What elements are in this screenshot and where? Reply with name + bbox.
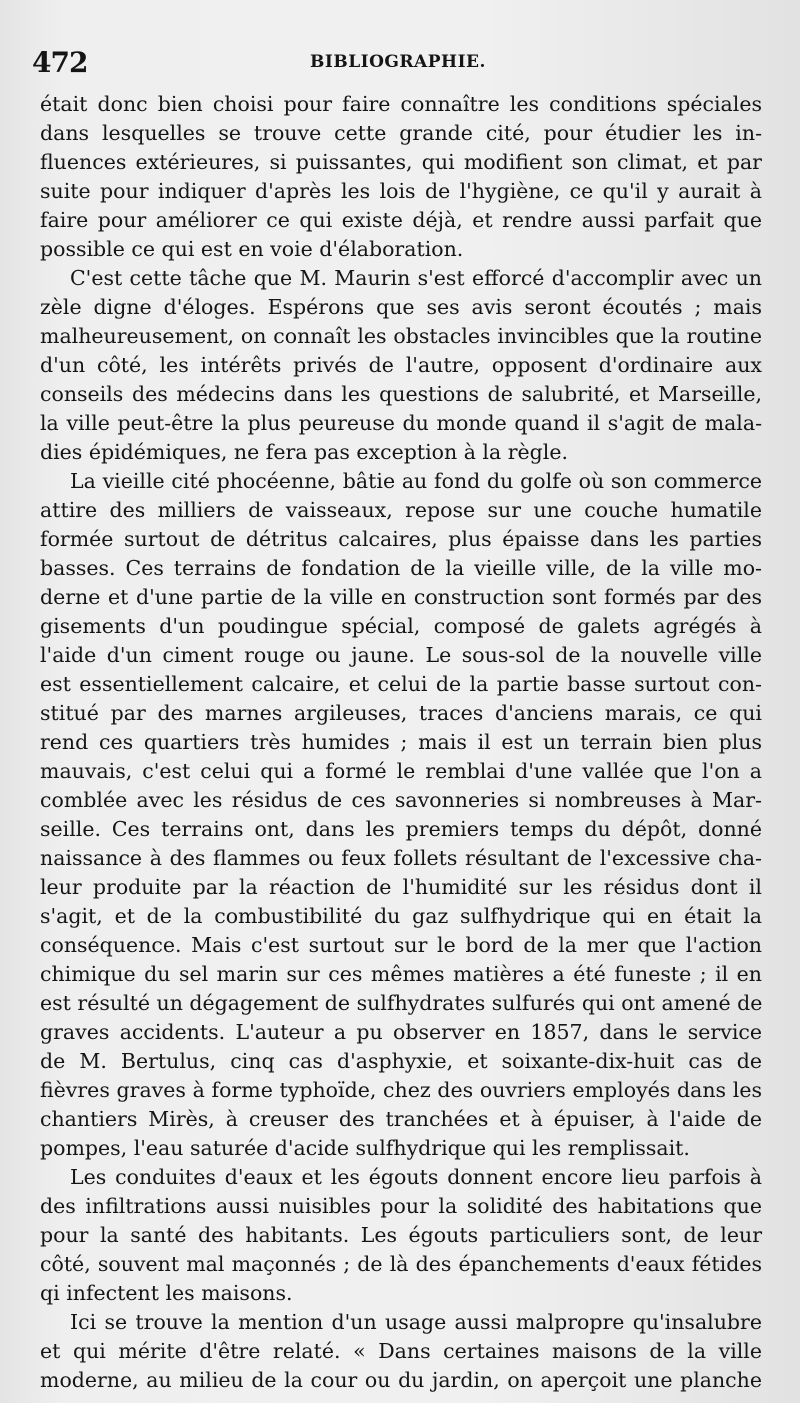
text-line: basses. Ces terrains de fondation de la vieille ville, de la ville mo- [40, 556, 762, 580]
text-line: conseils des médecins dans les questions de salubrité, et Marseille, [40, 382, 762, 406]
text-line: s'agit, et de la combustibilité du gaz sulfhydrique qui en était la [40, 904, 762, 928]
text-line: stitué par des marnes argileuses, traces d'anciens marais, ce qui [40, 701, 762, 725]
text-line: malheureusement, on connaît les obstacles invincibles que la routine [40, 324, 762, 348]
text-line: mauvais, c'est celui qui a formé le remblai d'une vallée que l'on a [40, 759, 762, 783]
text-line: des infiltrations aussi nuisibles pour la solidité des habitations que [40, 1194, 762, 1218]
text-line: et qui mérite d'être relaté. « Dans certaines maisons de la ville [40, 1339, 762, 1363]
text-line: faire pour améliorer ce qui existe déjà, et rendre aussi parfait que [40, 208, 762, 232]
text-line: pompes, l'eau saturée d'acide sulfhydrique qui les remplissait. [40, 1136, 690, 1160]
text-line: côté, souvent mal maçonnés ; de là des épanchements d'eaux fétides [40, 1252, 762, 1276]
text-line: suite pour indiquer d'après les lois de l'hygiène, ce qu'il y aurait à [40, 179, 762, 203]
running-head: BIBLIOGRAPHIE. [310, 52, 486, 72]
text-line: de M. Bertulus, cinq cas d'asphyxie, et soixante-dix-huit cas de [40, 1049, 762, 1073]
text-line: est résulté un dégagement de sulfhydrates sulfurés qui ont amené de [40, 991, 763, 1015]
text-line: moderne, au milieu de la cour ou du jardin, on aperçoit une planche [40, 1368, 762, 1392]
text-line: possible ce qui est en voie d'élaboration. [40, 237, 464, 261]
text-line: zèle digne d'éloges. Espérons que ses avis seront écoutés ; mais [40, 295, 762, 319]
text-line: Les conduites d'eaux et les égouts donnent encore lieu parfois à [70, 1165, 762, 1189]
text-line: attire des milliers de vaisseaux, repose sur une couche humatile [40, 498, 762, 522]
text-line: chantiers Mirès, à creuser des tranchées et à épuiser, à l'aide de [40, 1107, 762, 1131]
text-line: était donc bien choisi pour faire connaître les conditions spéciales [40, 92, 762, 116]
text-line: est essentiellement calcaire, et celui de la partie basse surtout con- [40, 672, 762, 696]
text-line: derne et d'une partie de la ville en construction sont formés par des [40, 585, 762, 609]
text-line: dies épidémiques, ne fera pas exception à la règle. [40, 440, 568, 464]
text-line: naissance à des flammes ou feux follets résultant de l'excessive cha- [40, 846, 762, 870]
body-text [40, 90, 762, 1395]
text-line: dans lesquelles se trouve cette grande cité, pour étudier les in- [40, 121, 762, 145]
page-number: 472 [32, 46, 88, 79]
text-line: la ville peut-être la plus peureuse du monde quand il s'agit de mala- [40, 411, 762, 435]
text-line: fluences extérieures, si puissantes, qui modifient son climat, et par [40, 150, 762, 174]
text-line: pour la santé des habitants. Les égouts particuliers sont, de leur [40, 1223, 762, 1247]
text-line: comblée avec les résidus de ces savonneries si nombreuses à Mar- [40, 788, 762, 812]
text-line: fièvres graves à forme typhoïde, chez des ouvriers employés dans les [40, 1078, 762, 1102]
text-line: seille. Ces terrains ont, dans les premiers temps du dépôt, donné [40, 817, 762, 841]
text-line: leur produite par la réaction de l'humidité sur les résidus dont il [40, 875, 762, 899]
text-line: l'aide d'un ciment rouge ou jaune. Le sous-sol de la nouvelle ville [40, 643, 762, 667]
text-line: La vieille cité phocéenne, bâtie au fond du golfe où son commerce [70, 469, 762, 493]
text-line: C'est cette tâche que M. Maurin s'est efforcé d'accomplir avec un [70, 266, 762, 290]
text-line: conséquence. Mais c'est surtout sur le bord de la mer que l'action [40, 933, 762, 957]
text-line: Ici se trouve la mention d'un usage aussi malpropre qu'insalubre [70, 1310, 762, 1334]
text-line: d'un côté, les intérêts privés de l'autre, opposent d'ordinaire aux [40, 353, 762, 377]
text-line: qi infectent les maisons. [40, 1281, 293, 1305]
text-line: graves accidents. L'auteur a pu observer en 1857, dans le service [40, 1020, 762, 1044]
text-line: chimique du sel marin sur ces mêmes matières a été funeste ; il en [40, 962, 762, 986]
text-line: gisements d'un poudingue spécial, composé de galets agrégés à [40, 614, 762, 638]
page-header [30, 44, 770, 84]
text-line: rend ces quartiers très humides ; mais il est un terrain bien plus [40, 730, 762, 754]
text-line: formée surtout de détritus calcaires, plus épaisse dans les parties [40, 527, 762, 551]
